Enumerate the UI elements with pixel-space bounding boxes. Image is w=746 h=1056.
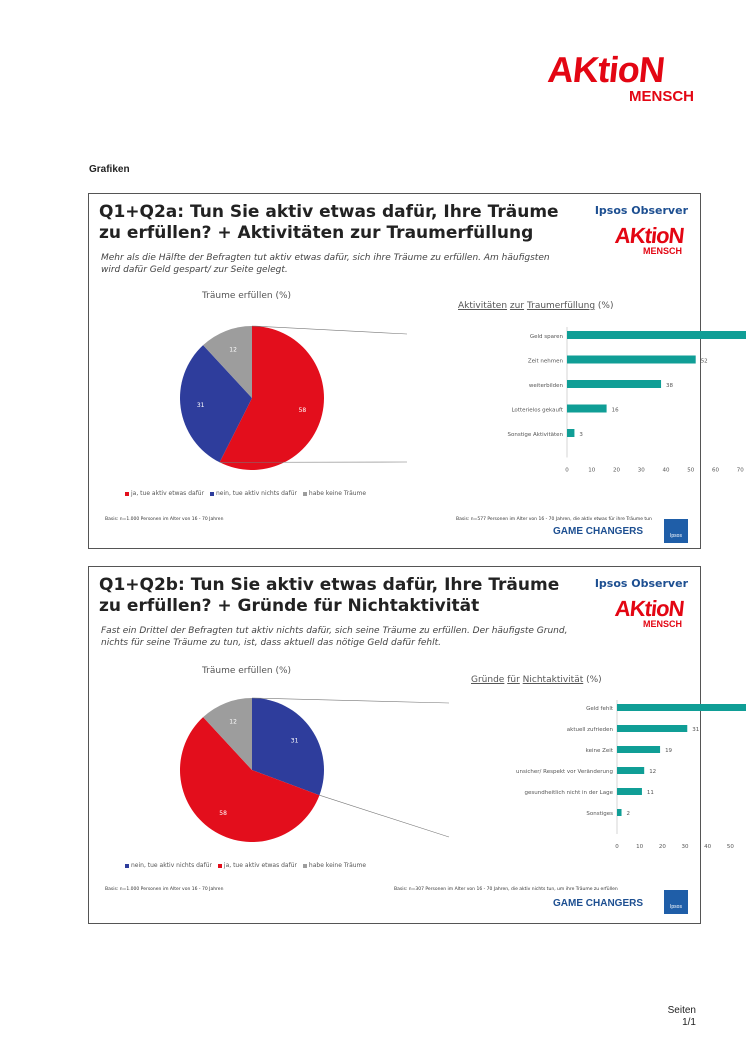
bar-value-label: 19 (665, 748, 673, 754)
pie-slice-label: 58 (298, 406, 307, 414)
bar (617, 704, 746, 711)
bar (617, 767, 644, 774)
panel-title: Q1+Q2a: Tun Sie aktiv etwas dafür, Ihre Träume zu erfüllen? + Aktivitäten zur Traumerfüllung (99, 202, 559, 243)
x-tick-label: 40 (662, 467, 670, 474)
x-tick-label: 60 (712, 467, 719, 474)
bar-value-label: 52 (700, 358, 708, 365)
aktion-mensch-logo: AKtioN MENSCH (545, 49, 694, 105)
bar-title: Gründe für Nichtaktivität (%) (471, 675, 602, 685)
basis-left: Basis: n=1.000 Personen im Alter von 16 - 70 Jahren (105, 887, 224, 892)
x-tick-label: 20 (658, 844, 666, 850)
bar-value-label: 38 (666, 383, 674, 389)
ipsos-logo: Ipsos (664, 519, 688, 543)
pie-title: Träume erfüllen (%) (202, 666, 292, 676)
bar (567, 429, 574, 437)
bar (567, 405, 607, 413)
bar-chart (389, 697, 734, 850)
bar-category-label: weiterbilden (528, 383, 563, 389)
legend-item: habe keine Träume (308, 862, 367, 869)
pie-slice-label: 58 (219, 810, 227, 818)
x-tick-label: 0 (615, 844, 619, 850)
bar-value-label: 3 (579, 432, 583, 438)
x-tick-label: 40 (704, 844, 712, 850)
x-tick-label: 50 (726, 844, 734, 850)
bar-category-label: keine Zeit (585, 748, 613, 754)
bar-category-label: gesundheitlich nicht in der Lage (524, 790, 613, 796)
chart-panel-2 (88, 566, 734, 924)
basis-right: Basis: n=577 Personen im Alter von 16 - 70 Jahren, die aktiv etwas für ihre Träume tun (456, 517, 652, 522)
legend-item: ja, tue aktiv etwas dafür (131, 490, 205, 497)
x-tick-label: 70 (736, 467, 744, 474)
chart-panel-1 (88, 193, 744, 549)
bar-category-label: unsicher/ Respekt vor Veränderung (516, 769, 613, 775)
pie-slice-label: 31 (196, 402, 205, 410)
pie-slice-label: 31 (290, 737, 299, 745)
x-tick-label: 10 (636, 844, 644, 850)
x-tick-label: 10 (588, 467, 596, 474)
game-changers-label: GAME CHANGERS (553, 526, 644, 537)
bar-value-label: 16 (611, 407, 619, 414)
bar (567, 380, 661, 388)
bar-category-label: aktuell zufrieden (566, 727, 613, 733)
pie-legend (121, 862, 366, 869)
x-tick-label: 20 (613, 467, 620, 474)
bar-category-label: Geld sparen (529, 334, 563, 340)
bar-title: Aktivitäten zur Traumerfüllung (%) (458, 301, 614, 311)
bar (617, 746, 660, 753)
ipsos-observer-label: Ipsos Observer (594, 204, 688, 217)
legend-item: ja, tue aktiv etwas dafür (223, 862, 297, 869)
panel-subtitle: Mehr als die Hälfte der Befragten tut aktiv etwas dafür, sich ihre Träume zu erfüllen. Am häufigsten wird dafür Geld gespart/ zur Seite gelegt. (101, 253, 550, 275)
bar-value-label: 11 (646, 790, 654, 796)
bar (567, 331, 746, 339)
bar (617, 809, 622, 816)
bar-chart (389, 322, 744, 474)
pie-legend (121, 490, 366, 497)
pie-slice-label: 12 (229, 346, 237, 354)
bar (617, 725, 687, 732)
page-counter: Seiten 1/1 (667, 1005, 696, 1028)
bar-category-label: Sonstiges (586, 811, 613, 817)
bar (617, 788, 642, 795)
bar-value-label: 2 (626, 811, 631, 817)
legend-item: nein, tue aktiv nichts dafür (216, 490, 297, 497)
section-heading: Grafiken (89, 164, 130, 175)
x-tick-label: 0 (565, 467, 569, 474)
x-tick-label: 30 (637, 467, 645, 474)
bar-category-label: Geld fehlt (586, 706, 613, 712)
pie-title: Träume erfüllen (%) (202, 291, 292, 301)
pie-slice-label: 12 (229, 718, 237, 726)
bar (567, 356, 696, 364)
bar-category-label: Sonstige Aktivitäten (507, 432, 563, 438)
bar-category-label: Lotterielos gekauft (511, 407, 563, 414)
x-tick-label: 50 (687, 467, 695, 474)
basis-left: Basis: n=1.000 Personen im Alter von 16 - 70 Jahren (105, 517, 224, 522)
ipsos-logo: Ipsos (664, 890, 688, 914)
ipsos-observer-label: Ipsos Observer (594, 577, 688, 590)
x-tick-label: 30 (681, 844, 689, 850)
legend-item: nein, tue aktiv nichts dafür (131, 862, 212, 869)
bar-value-label: 31 (692, 727, 700, 733)
bar-value-label: 12 (649, 769, 657, 775)
aktion-mensch-mini-logo: AKtioN MENSCH (614, 596, 686, 629)
legend-item: habe keine Träume (308, 490, 367, 497)
panel-title: Q1+Q2b: Tun Sie aktiv etwas dafür, Ihre Träume zu erfüllen? + Gründe für Nichtaktivität (99, 575, 560, 616)
game-changers-label: GAME CHANGERS (553, 898, 644, 909)
aktion-mensch-mini-logo: AKtioN MENSCH (614, 223, 686, 256)
panel-subtitle: Fast ein Drittel der Befragten tut aktiv nichts dafür, sich seine Träume zu erfüllen. Der häufigste Grund, nichts für seine Träume zu tun, ist, dass aktuell das nötige Geld dafür fehlt. (101, 626, 568, 648)
bar-category-label: Zeit nehmen (527, 358, 563, 365)
basis-right: Basis: n=307 Personen im Alter von 16 - 70 Jahren, die aktiv nichts tun, um ihre Träume zu erfüllen (394, 887, 618, 892)
